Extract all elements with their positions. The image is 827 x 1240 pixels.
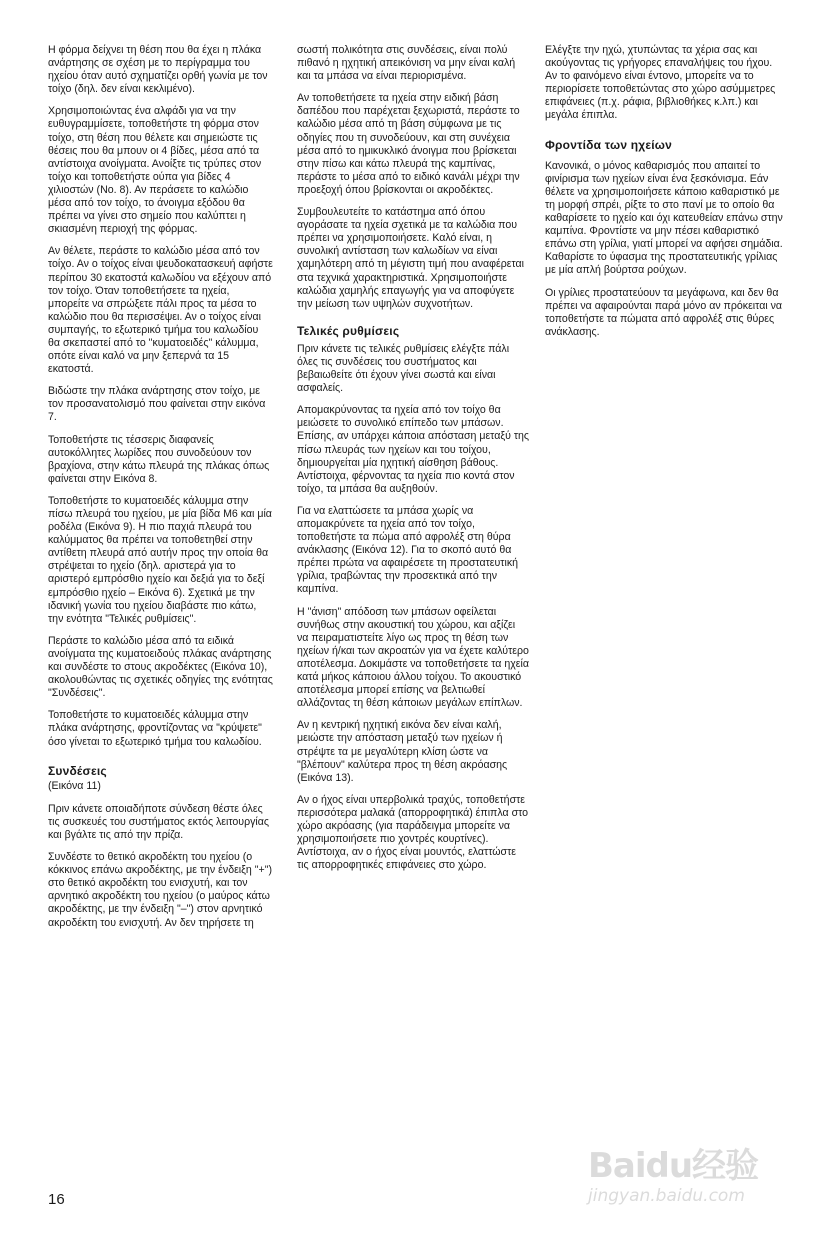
paragraph: Συμβουλευτείτε το κατάστημα από όπου αγοράσατε τα ηχεία σχετικά με τα καλώδια που πρέπει να χρησιμοποιήσετε. Καλό είναι, η συνολική αντίσταση των καλωδίων να είναι χαμηλότερη από τη μέγιστη τιμή που αναφέρεται στα τεχνικά χαρακτηριστικά. Χρησιμοποιήστε καλώδια χαμηλής επαγωγής για να αποφύγετε την μείωση των υψηλών συχνοτήτων.	[297, 206, 525, 310]
watermark-logo: Baidu经验	[588, 1146, 759, 1186]
paragraph: Για να ελαττώσετε τα μπάσα χωρίς να απομακρύνετε τα ηχεία από τον τοίχο, τοποθετήστε τα πώμα από αφρολέξ στη θύρα ανάκλασης (Εικόνα 12). Για το σκοπό αυτό θα πρέπει πρώτα να αφαιρέσετε τη προστατευτική γρίλια, τραβώντας την προσεκτικά από την καμπίνα.	[297, 504, 519, 596]
watermark	[588, 1138, 788, 1218]
paragraph: Αν ο ήχος είναι υπερβολικά τραχύς, τοποθετήστε περισσότερα μαλακά (απορροφητικά) έπιπλα στο χώρο ακρόασης (για παράδειγμα μπορείτε να χρησιμοποιήσετε πιο χοντρές κουρτίνες). Αντίστοιχα, αν ο ήχος είναι μουντός, ελαττώστε τις απορροφητικές επιφάνειες στο χώρο.	[297, 793, 529, 872]
column-2	[297, 44, 529, 881]
paragraph: Οι γρίλιες προστατεύουν τα μεγάφωνα, και δεν θα πρέπει να αφαιρούνται παρά μόνο αν πρόκειται να τοποθετήστε τα πώματα από αφρολέξ στις θύρες ανάκλασης.	[545, 286, 783, 338]
paragraph: Ελέγξτε την ηχώ, χτυπώντας τα χέρια σας και ακούγοντας τις γρήγορες επαναλήψεις του ήχου. Αν το φαινόμενο είναι έντονο, μπορείτε να το περιορίσετε τοποθετώντας στο χώρο ασύμμετρες επιφάνειες (π.χ. ράφια, βιβλιοθήκες κ.λπ.) και μεγάλα έπιπλα.	[545, 44, 776, 122]
section-heading-speaker-care: Φροντίδα των ηχείων	[545, 137, 672, 152]
paragraph: Πριν κάνετε τις τελικές ρυθμίσεις ελέγξτε πάλι όλες τις συνδέσεις του συστήματος και βεβαιωθείτε ότι έχουν γίνει σωστά και είναι ασφαλείς.	[297, 342, 510, 395]
paragraph: Τοποθετήστε το κυματοειδές κάλυμμα στην πλάκα ανάρτησης, φροντίζοντας να "κρύψετε" όσο γίνεται το εξωτερικό τμήμα του καλωδίου.	[48, 709, 262, 748]
column-1	[48, 44, 273, 939]
section-subheading: (Εικόνα 11)	[48, 779, 101, 792]
paragraph: Βιδώστε την πλάκα ανάρτησης στον τοίχο, με τον προσανατολισμό που φαίνεται στην εικόνα 7.	[48, 385, 266, 424]
paragraph: Συνδέστε το θετικό ακροδέκτη του ηχείου (ο κόκκινος επάνω ακροδέκτης, με την ένδειξη "+") στο θετικό ακροδέκτη του ενισχυτή, και τον αρνητικό ακροδέκτη του ηχείου (ο μαύρος κάτω ακροδέκτης, με την ένδειξη "–") στον αρνητικό ακροδέκτη του ενισχυτή. Αν δεν τηρήσετε τη	[48, 851, 272, 929]
watermark-url: jingyan.baidu.com	[588, 1186, 745, 1206]
paragraph: Τοποθετήστε τις τέσσερις διαφανείς αυτοκόλλητες λωρίδες που συνοδεύουν τον βραχίονα, στην κάτω πλευρά της πλάκας όπως φαίνεται στην Εικόνα 8.	[48, 433, 270, 485]
paragraph: σωστή πολικότητα στις συνδέσεις, είναι πολύ πιθανό η ηχητική απεικόνιση να μην είναι καλή και τα μπάσα να είναι περιορισμένα.	[297, 44, 516, 83]
paragraph: Απομακρύνοντας τα ηχεία από τον τοίχο θα μειώσετε το συνολικό επίπεδο των μπάσων. Επίσης, αν υπάρχει κάποια απόσταση μεταξύ της πίσω πλευράς των ηχείων και του τοίχου, δημιουργείται μία ηχητική αίσθηση βάθους. Αντίστοιχα, φέρνοντας τα ηχεία πιο κοντά στον τοίχο, τα μπάσα θα αυξηθούν.	[297, 404, 530, 495]
paragraph: Αν η κεντρική ηχητική εικόνα δεν είναι καλή, μειώστε την απόσταση μεταξύ των ηχείων ή στρέψτε τα με μεγαλύτερη κλίση ώστε να "βλέπουν" καλύτερα προς τη θέση ακρόασης (Εικόνα 13).	[297, 719, 508, 784]
column-3	[545, 44, 783, 348]
page-number: 16	[48, 1191, 65, 1208]
paragraph: Περάστε το καλώδιο μέσα από τα ειδικά ανοίγματα της κυματοειδούς πλάκας ανάρτησης και συνδέστε το στους ακροδέκτες (Εικόνα 10), ακολουθώντας τις σχετικές οδηγίες της ενότητας "Συνδέσεις".	[48, 634, 273, 700]
paragraph: Αν τοποθετήσετε τα ηχεία στην ειδική βάση δαπέδου που παρέχεται ξεχωριστά, περάστε το καλώδιο μέσα από τη βάση σύμφωνα με τις οδηγίες που τη συνοδεύουν, και στη συνέχεια μέσα από το ημικυκλικό άνοιγμα που βρίσκεται στην πίσω και κάτω πλευρά της καμπίνας, περάστε το μέσα από το ειδικό κανάλι μέχρι την προεξοχή όπου βρίσκονται οι ακροδέκτες.	[297, 92, 520, 196]
section-heading-final-adjustments: Τελικές ρυθμίσεις	[297, 323, 400, 338]
paragraph: Η "άνιση" απόδοση των μπάσων οφείλεται συνήθως στην ακουστική του χώρου, και αξίζει να πειραματιστείτε λίγο ως προς τη θέση των ηχείων ή/και των ακροατών για να έχετε καλύτερο αποτέλεσμα. Δοκιμάστε να τοποθετήσετε τα ηχεία κατά μήκος κάποιου άλλου τοίχου. Το ακουστικό αποτέλεσμα μπορεί επίσης να βελτιωθεί αλλάζοντας τη θέση κάποιων μεγάλων επίπλων.	[297, 605, 530, 710]
paragraph: Πριν κάνετε οποιαδήποτε σύνδεση θέστε όλες τις συσκευές του συστήματος εκτός λειτουργίας και βγάλτε τις από την πρίζα.	[48, 802, 269, 841]
paragraph: Χρησιμοποιώντας ένα αλφάδι για να την ευθυγραμμίσετε, τοποθετήστε τη φόρμα στον τοίχο, στη θέση που θέλετε και σημειώστε τις θέσεις που θα μπουν οι 4 βίδες, μέσα από τα αντίστοιχα ανοίγματα. Ανοίξτε τις τρύπες στον τοίχο και τοποθετήστε ούπα για βίδες 4 χιλιοστών (Νο. 8). Αν περάσετε το καλώδιο μέσα από τον τοίχο, το άνοιγμα εξόδου θα πρέπει να γίνει στο σημείο που καλύπτει η σκιασμένη περιοχή της φόρμας.	[48, 105, 262, 236]
section-heading-connections: Συνδέσεις	[48, 763, 107, 778]
paragraph: Αν θέλετε, περάστε το καλώδιο μέσα από τον τοίχο. Αν ο τοίχος είναι ψευδοκατασκευή αφήστε περίπου 30 εκατοστά καλωδίου να εξέχουν από τον τοίχο. Όταν τοποθετήσετε τα ηχεία, μπορείτε να σπρώξετε πάλι προς τα μέσα το καλώδιο που θα περισσέψει. Αν ο τοίχος είναι συμπαγής, το εξωτερικό τμήμα του καλωδίου θα σκεπαστεί από το "κυματοειδές" κάλυμμα, οπότε είναι καλό να μην ξεπερνά τα 15 εκατοστά.	[48, 245, 273, 376]
paragraph: Η φόρμα δείχνει τη θέση που θα έχει η πλάκα ανάρτησης σε σχέση με το περίγραμμα του ηχείου όταν αυτό σχηματίζει ορθή γωνία με τον τοίχο (δηλ. δεν είναι κεκλιμένο).	[48, 44, 268, 96]
paragraph: Τοποθετήστε το κυματοειδές κάλυμμα στην πίσω πλευρά του ηχείου, με μία βίδα Μ6 και μία ροδέλα (Εικόνα 9). Η πιο παχιά πλευρά του καλύμματος θα πρέπει να τοποθετηθεί στην αντίθετη πλευρά από αυτήν προς την οποία θα στρέψεται το ηχείο (δηλ. αριστερά για το αριστερό εμπρόσθιο ηχείο και δεξιά για το δεξί εμπρόσθιο ηχείο – Εικόνα 6). Σχετικά με την ιδανική γωνία του ηχείου διαβάστε πιο κάτω, την ενότητα "Τελικές ρυθμίσεις".	[48, 494, 272, 625]
paragraph: Κανονικά, ο μόνος καθαρισμός που απαιτεί το φινίρισμα των ηχείων είναι ένα ξεσκόνισμα. Εάν θέλετε να χρησιμοποιήσετε κάποιο καθαριστικό με τη μορφή σπρέι, ρίξτε το στο πανί με το οποίο θα καθαρίσετε το ηχείο και όχι κατευθείαν επάνω στην καμπίνα. Φροντίστε να μην πέσει καθαριστικό επάνω στη γρίλια, γιατί μπορεί να αφήσει σημάδια. Καθαρίστε το ύφασμα της προστατευτικής γρίλιας με μία απλή βούρτσα ρούχων.	[545, 159, 783, 277]
